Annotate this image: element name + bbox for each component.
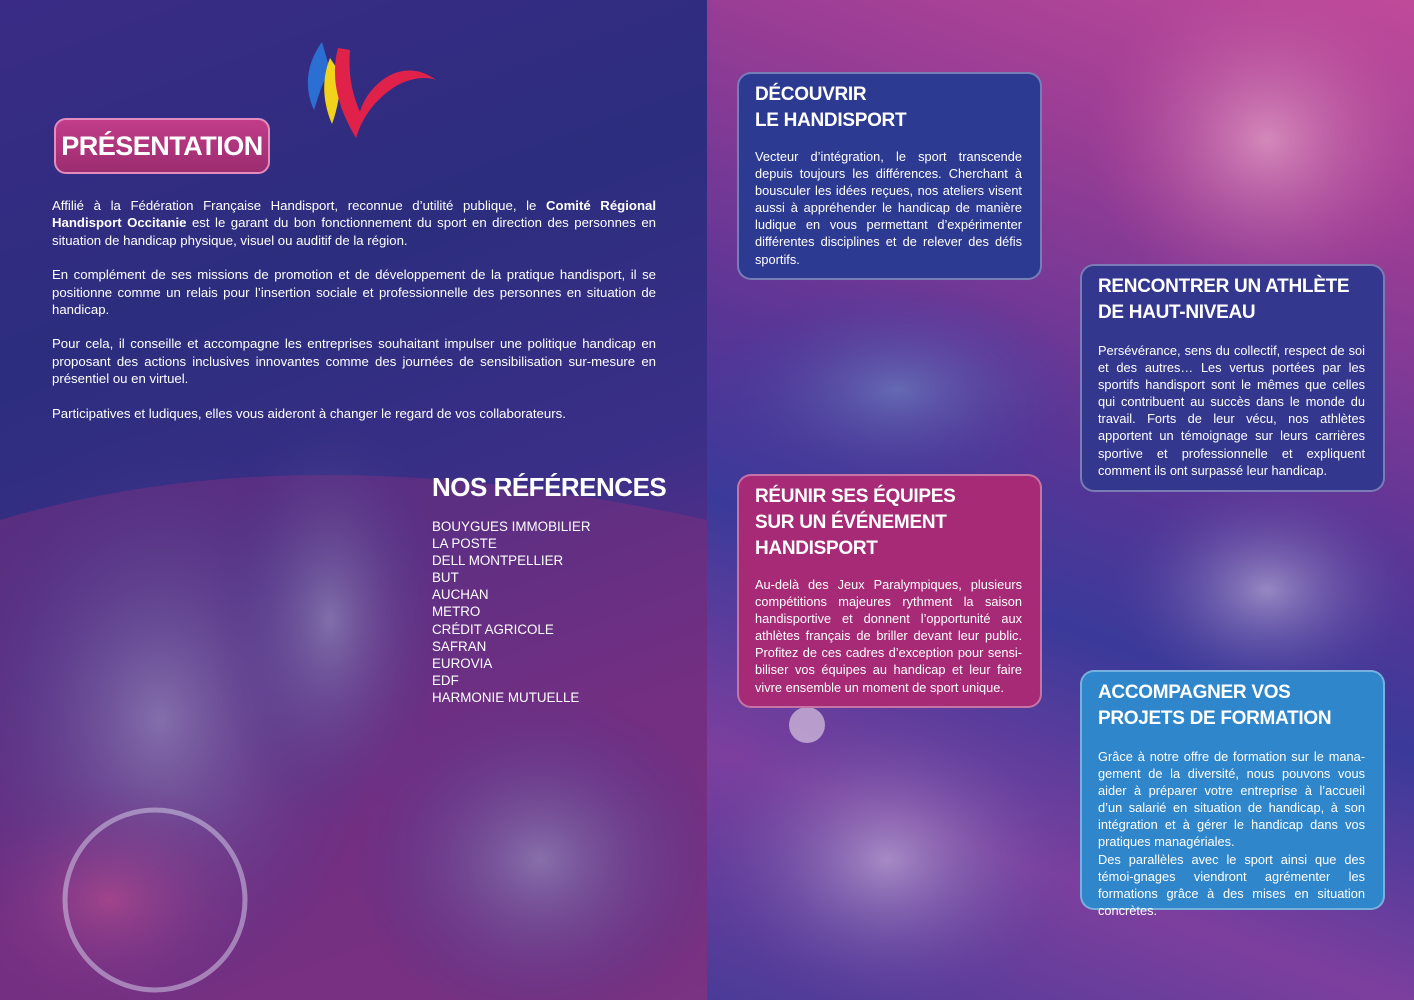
reference-item: CRÉDIT AGRICOLE [432, 621, 554, 637]
box-rencontrer [1080, 264, 1385, 492]
basketball [789, 707, 825, 743]
photo-wheelchair-basketball [707, 700, 1087, 1000]
box-reunir-text: Au-delà des Jeux Paralympiques, plusieurs compétitions majeures rythment la saison handisportive et donnent l’opportunité aux athlètes français de briller devant leur public. Profitez de ces cadres d’exception pour sensi-biliser vos équipes au handicap et leur faire vivre ensemble un moment de sport unique. [755, 577, 1022, 695]
reference-item: HARMONIE MUTUELLE [432, 689, 580, 705]
box-decouvrir-text: Vecteur d’intégration, le sport transcende depuis toujours les différences. Cherchant à bousculer les idées reçues, nos ateliers visent aussi à appréhender le handicap de manière ludique en vous permettant d’expérimenter différentes disciplines et de relever des défis sportifs. [755, 149, 1022, 267]
reference-item: EUROVIA [432, 655, 493, 671]
photo-scuba-divers [707, 280, 1087, 500]
intro-paragraph-4: Participatives et ludiques, elles vous aideront à changer le regard de vos collaborateurs. [52, 405, 566, 421]
reference-item: LA POSTE [432, 536, 497, 552]
intro-paragraph-2: En complément de ses missions de promotion et de développement de la pratique handisport, il se positionne comme un relais pour l’insertion sociale et professionnelle des personnes en situation de handicap. [52, 267, 656, 318]
presentation-text [52, 197, 656, 439]
reference-item: AUCHAN [432, 587, 489, 603]
box-reunir [737, 474, 1042, 708]
references-list [432, 518, 590, 706]
intro-paragraph-1: Affilié à la Fédération Française Handisport, reconnue d’utilité publique, le Comité Régional Handisport Occitanie est le garant du bon fonctionnement du sport en direction des personnes en situation de handicap physique, visuel ou auditif de la région. [52, 198, 656, 248]
reference-item: SAFRAN [432, 638, 487, 654]
box-decouvrir [737, 72, 1042, 280]
box-accompagner-title: ACCOMPAGNER VOS PROJETS DE FORMATION [1098, 682, 1332, 729]
handisport-logo [300, 38, 440, 142]
box-rencontrer-text: Persévérance, sens du collectif, respect de soi et des autres… Les vertus portées par les sportifs handisport sont le mêmes que celles qui contribuent au succès dans le monde du travail. Forts de leur vécu, nos athlètes apportent un témoignage sur leurs carrières sportive et professionnelle et expliquent comment ils ont surpassé leur handicap. [1098, 343, 1365, 478]
references-title: NOS RÉFÉRENCES [432, 472, 667, 502]
reference-item: EDF [432, 672, 459, 688]
box-rencontrer-title: RENCONTRER UN ATHLÈTE DE HAUT-NIVEAU [1098, 276, 1350, 323]
box-accompagner-text-2: Des parallèles avec le sport ainsi que des témoi-gnages viendront agrémenter les formations grâce à des mises en situation concrètes. [1098, 851, 1365, 918]
reference-item: BOUYGUES IMMOBILIER [432, 519, 591, 534]
reference-item: DELL MONTPELLIER [432, 553, 564, 569]
reference-item: METRO [432, 604, 481, 620]
box-accompagner-text-1: Grâce à notre offre de formation sur le mana-gement de la diversité, nous pouvons vous aider à préparer votre entreprise à l’accueil d’un salarié en situation de handicap, à son intégration et à gérer le handicap dans vos pratiques managériales. [1098, 749, 1365, 850]
box-decouvrir-title: DÉCOUVRIR LE HANDISPORT [755, 84, 907, 131]
intro-paragraph-3: Pour cela, il conseille et accompagne les entreprises souhaitant impulser une politique handicap en proposant des actions inclusives innovantes comme des journées de sensibilisation sur-mesure en présentiel ou en virtuel. [52, 336, 656, 387]
box-reunir-title: RÉUNIR SES ÉQUIPES SUR UN ÉVÉNEMENT HANDISPORT [755, 486, 956, 559]
reference-item: BUT [432, 570, 459, 586]
box-accompagner [1080, 670, 1385, 918]
presentation-title: PRÉSENTATION [54, 118, 270, 174]
